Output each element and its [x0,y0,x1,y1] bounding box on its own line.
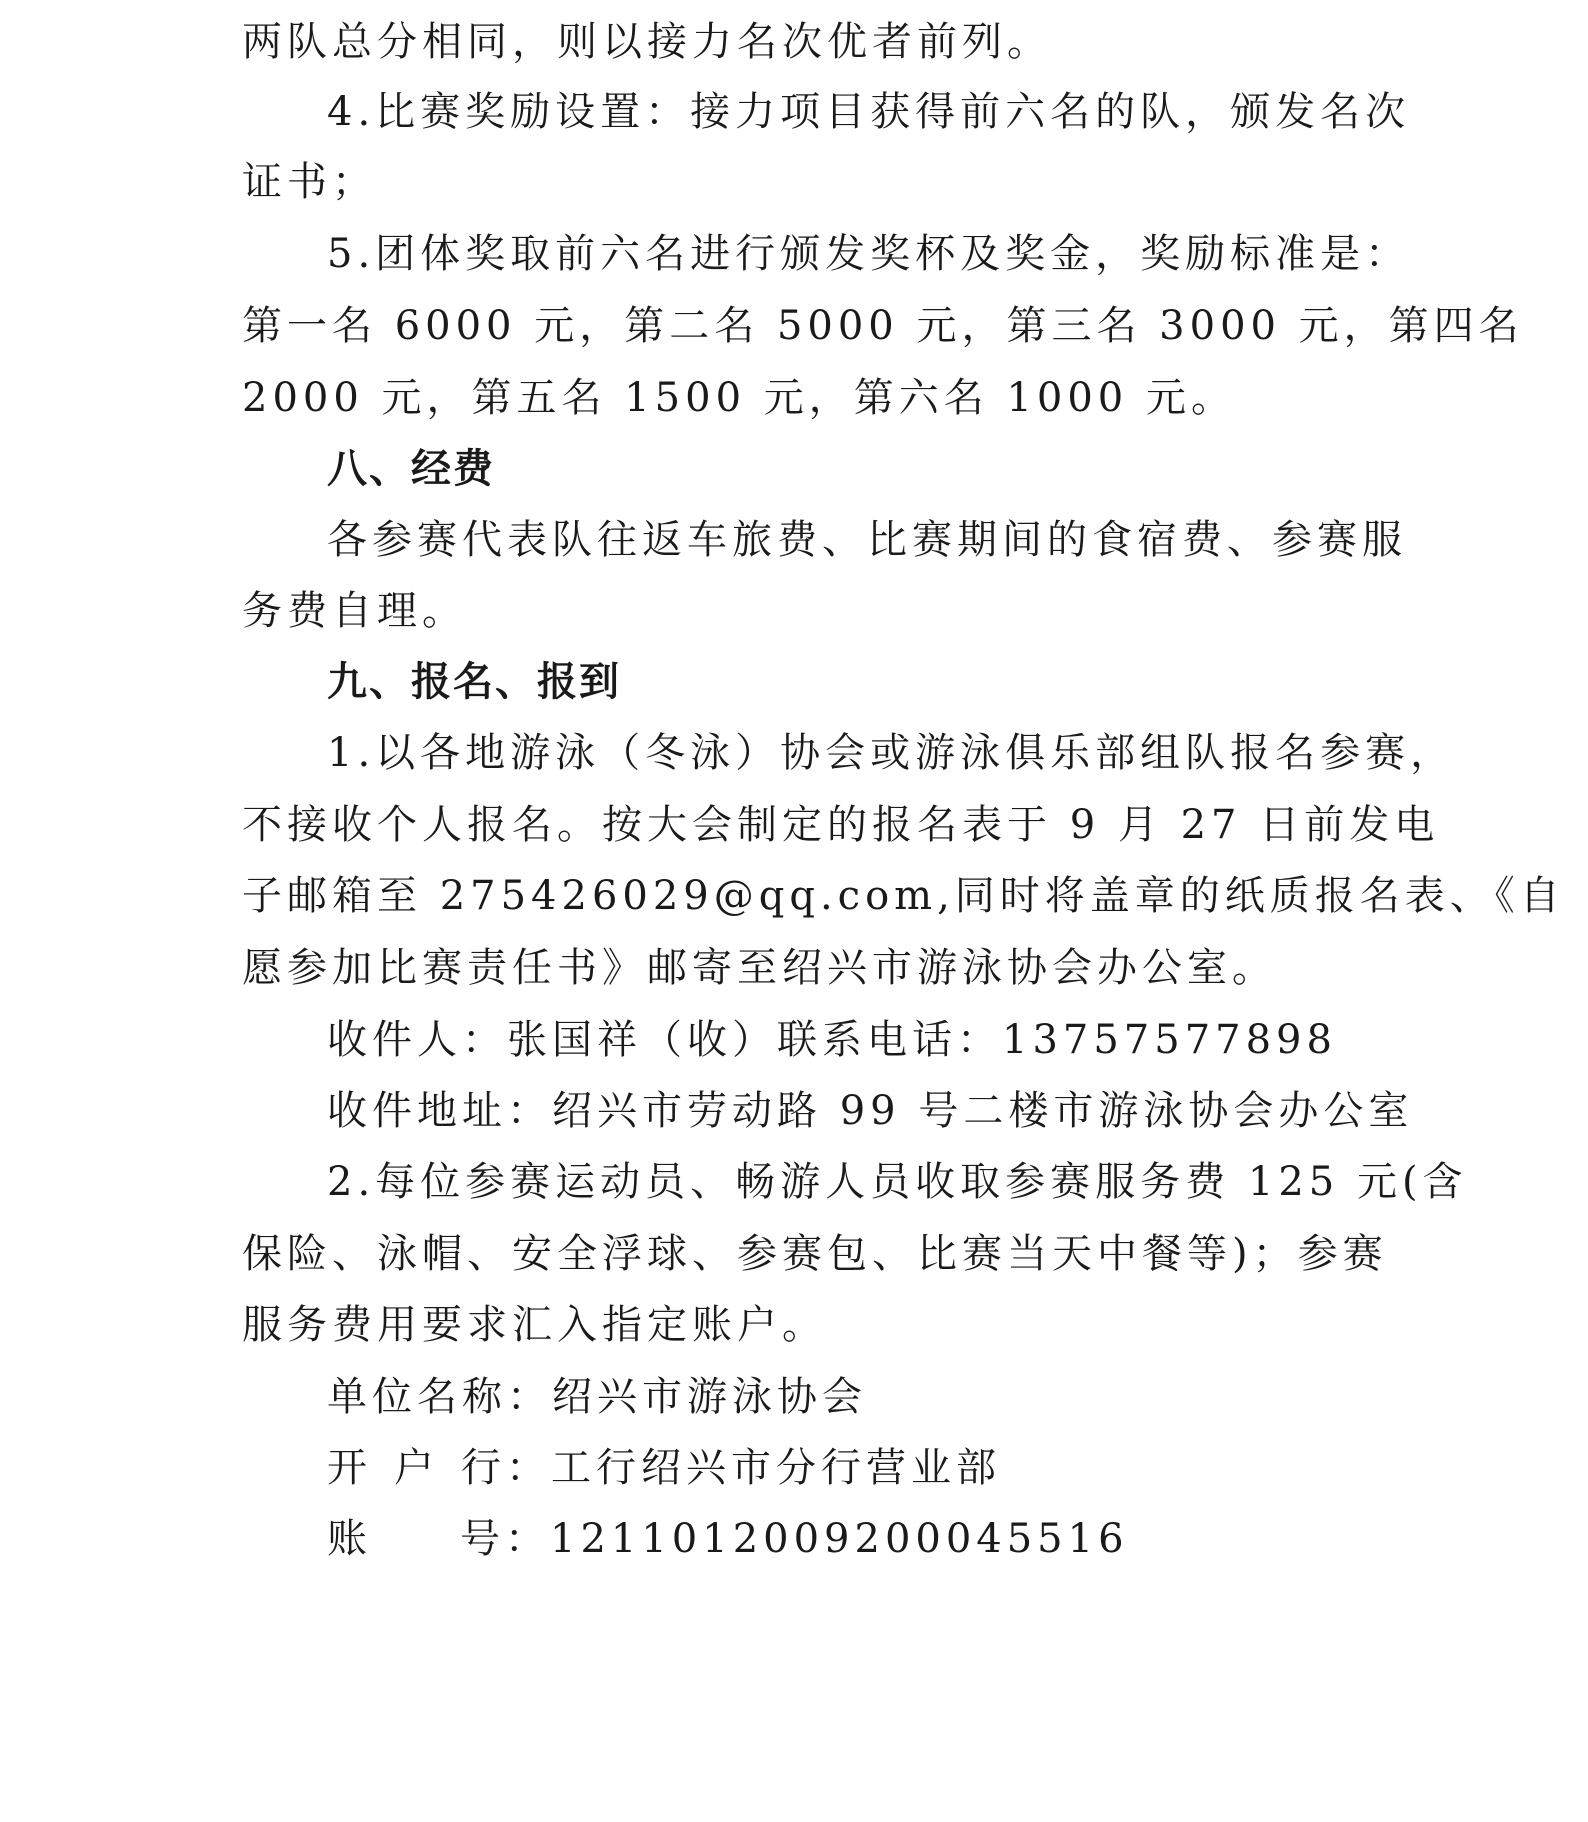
paragraph-line: 证书； [242,159,377,205]
section-heading-expenses: 八、经费 [327,446,495,492]
bank-label-char: 户 [394,1445,439,1491]
paragraph-line: 1.以各地游泳（冬泳）协会或游泳俱乐部组队报名参赛， [327,730,1456,776]
paragraph-line: 两队总分相同，则以接力名次优者前列。 [242,19,1052,65]
paragraph-line: 保险、泳帽、安全浮球、参赛包、比赛当天中餐等)；参赛 [242,1231,1388,1277]
paragraph-line: 服务费用要求汇入指定账户。 [242,1302,827,1348]
bank-value: 行：工行绍兴市分行营业部 [461,1445,1001,1491]
paragraph-line: 2.每位参赛运动员、畅游人员收取参赛服务费 125 元(含 [327,1159,1468,1205]
address-line: 收件地址：绍兴市劳动路 99 号二楼市游泳协会办公室 [327,1088,1414,1134]
paragraph-line: 4.比赛奖励设置：接力项目获得前六名的队，颁发名次 [327,89,1411,135]
account-number-value: 号：1211012009200045516 [460,1516,1129,1562]
paragraph-line: 子邮箱至 275426029@qq.com,同时将盖章的纸质报名表、《自 [242,873,1565,919]
paragraph-line: 5.团体奖取前六名进行颁发奖杯及奖金，奖励标准是： [327,231,1411,277]
paragraph-line: 愿参加比赛责任书》邮寄至绍兴市游泳协会办公室。 [242,945,1277,991]
account-label-char: 账 [327,1516,372,1562]
paragraph-line: 不接收个人报名。按大会制定的报名表于 9 月 27 日前发电 [242,802,1440,848]
paragraph-line: 第一名 6000 元，第二名 5000 元，第三名 3000 元，第四名 [242,303,1524,349]
paragraph-line: 2000 元，第五名 1500 元，第六名 1000 元。 [242,375,1236,421]
bank-label-char: 开 [327,1445,372,1491]
account-number-line [327,1515,1352,1563]
paragraph-line: 各参赛代表队往返车旅费、比赛期间的食宿费、参赛服 [327,517,1407,563]
section-heading-registration: 九、报名、报到 [327,659,621,705]
account-name-line: 单位名称：绍兴市游泳协会 [327,1374,867,1420]
bank-line [327,1444,1352,1492]
recipient-line: 收件人：张国祥（收）联系电话：13757577898 [327,1017,1337,1063]
paragraph-line: 务费自理。 [242,588,467,634]
